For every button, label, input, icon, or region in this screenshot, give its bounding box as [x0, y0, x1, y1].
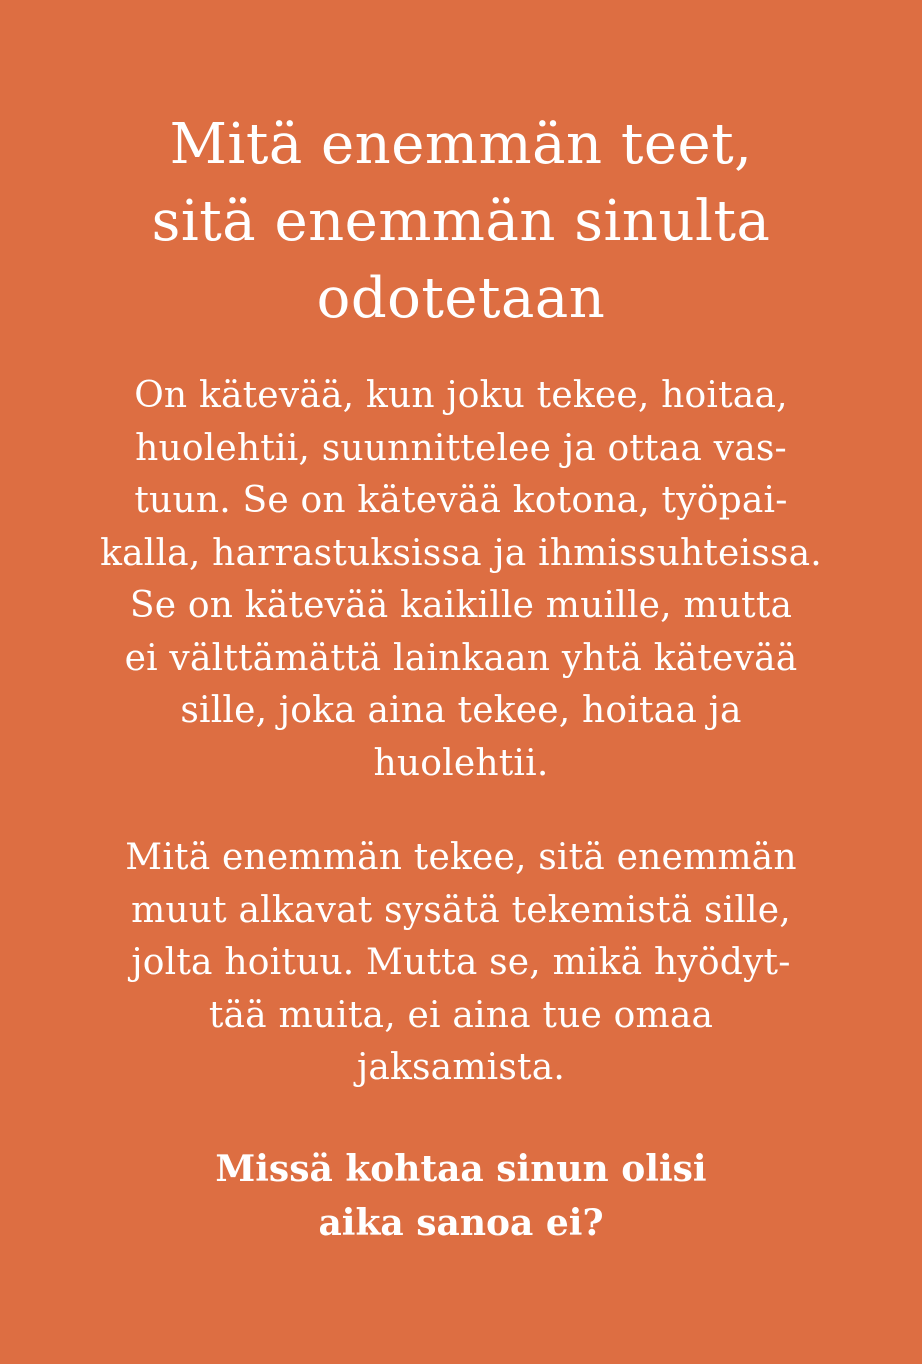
title-line: odotetaan	[316, 266, 606, 331]
paragraph-line: Se on kätevää kaikille muille, mutta	[129, 585, 793, 626]
question-line: Missä kohtaa sinun olisi	[215, 1148, 707, 1190]
title-line: Mitä enemmän teet,	[169, 112, 753, 177]
paragraph-line: huolehtii.	[373, 742, 549, 784]
paragraph-line: Mitä enemmän tekee, sitä enemmän	[125, 837, 797, 878]
paragraph-line: muut alkavat sysätä tekemistä sille,	[131, 889, 791, 931]
paragraph-line: huolehtii, suunnittelee ja ottaa vas-	[135, 427, 787, 469]
page-title	[0, 106, 922, 337]
paragraph-line: On kätevää, kun joku tekee, hoitaa,	[134, 375, 788, 416]
body-paragraph-2	[0, 832, 922, 1095]
paragraph-line: tää muita, ei aina tue omaa	[208, 994, 714, 1036]
paragraph-line: sille, joka aina tekee, hoitaa ja	[180, 690, 742, 731]
closing-question	[0, 1142, 922, 1250]
question-line: aika sanoa ei?	[318, 1202, 604, 1244]
paragraph-line: jolta hoituu. Mutta se, mikä hyödyt-	[131, 942, 791, 983]
paragraph-line: tuun. Se on kätevää kotona, työpai-	[134, 480, 788, 521]
paragraph-line: jaksamista.	[356, 1047, 566, 1088]
paragraph-line: kalla, harrastuksissa ja ihmissuhteissa.	[100, 532, 822, 574]
body-paragraph-1	[0, 370, 922, 790]
paragraph-line: ei välttämättä lainkaan yhtä kätevää	[124, 637, 798, 679]
title-line: sitä enemmän sinulta	[151, 189, 771, 254]
